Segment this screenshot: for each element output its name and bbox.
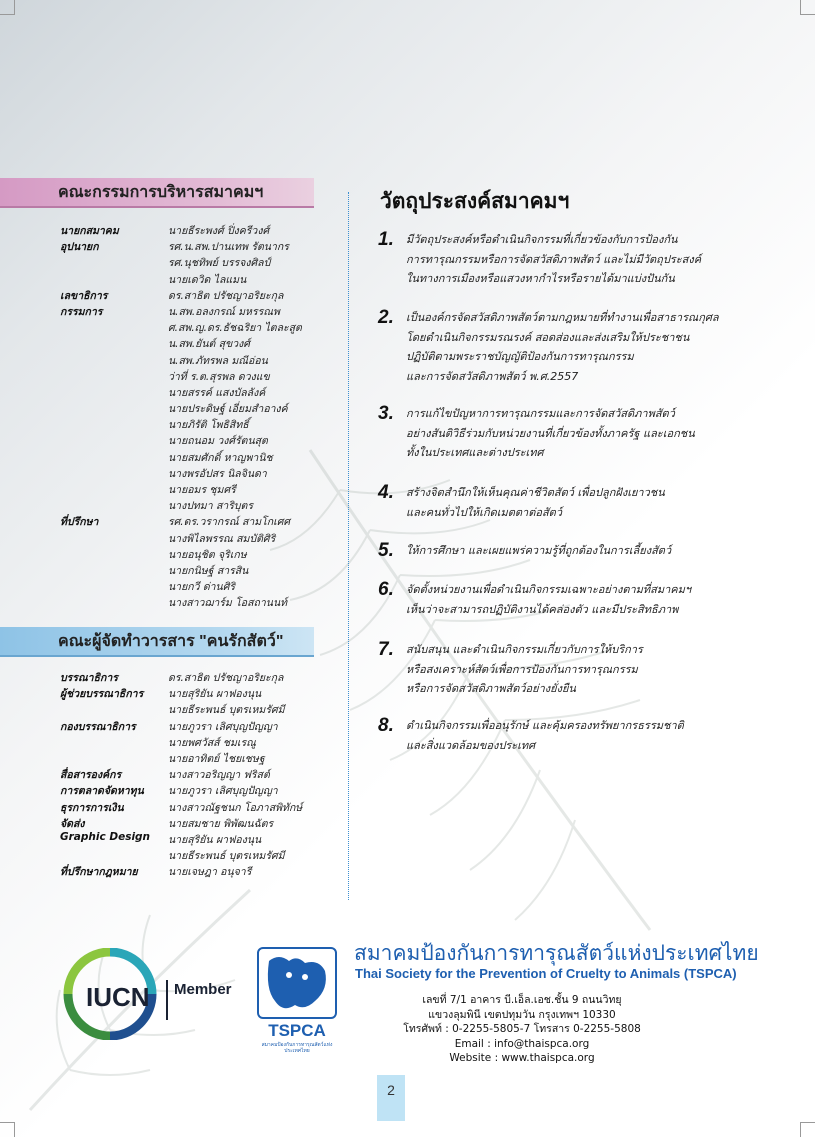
member-role <box>60 481 168 497</box>
objective-line: เห็นว่าจะสามารถปฏิบัติงานได้คล่องตัว และมีประสิทธิภาพ <box>406 602 679 616</box>
objective-number: 5. <box>378 540 394 561</box>
objective-number: 3. <box>378 403 394 424</box>
objective-number: 6. <box>378 579 394 600</box>
member-row <box>60 481 302 497</box>
objective-line: การแก้ไขปัญหาการทารุณกรรมและการจัดสวัสดิภาพสัตว์ <box>406 407 675 420</box>
member-role <box>60 497 168 513</box>
objective-line: เป็นองค์กรจัดสวัสดิภาพสัตว์ตามกฎหมายที่ทำงานเพื่อสาธารณกุศล <box>406 311 719 324</box>
member-row <box>60 718 302 734</box>
member-role: จัดส่ง <box>60 817 85 830</box>
member-name: นายธีระพนธ์ บุตรเหมรัศมี <box>168 850 285 863</box>
member-role <box>60 562 168 578</box>
member-row <box>60 734 302 750</box>
member-name: นายอมร ชุมศรี <box>168 484 236 496</box>
member-name: นายภิรัติ โพธิสิทธิ์ <box>168 419 249 432</box>
member-role <box>60 594 168 610</box>
animal-silhouette-icon <box>259 949 335 1017</box>
member-name: นางปทมา สาริบุตร <box>168 500 254 513</box>
member-row <box>60 368 302 384</box>
member-role <box>60 416 168 432</box>
objective-line: หรือการจัดสวัสดิภาพสัตว์อย่างยั่งยืน <box>406 682 576 695</box>
member-name: นายสุริยัน ผาฟองนุน <box>168 833 262 846</box>
objective-text <box>406 404 695 463</box>
objective-line: สนับสนุน และดำเนินกิจกรรมเกี่ยวกับการให้บริการ <box>406 643 643 656</box>
board-members-list <box>60 222 302 611</box>
member-role <box>60 465 168 481</box>
member-name: น.สพ.ยันต์ สุขวงศ์ <box>168 338 250 351</box>
member-row <box>60 497 302 513</box>
member-row <box>60 271 302 287</box>
member-role: นายกสมาคม <box>60 225 119 237</box>
member-row <box>60 319 302 335</box>
member-row <box>60 546 302 562</box>
member-role: ที่ปรึกษา <box>60 516 99 529</box>
member-role <box>60 400 168 416</box>
iucn-separator <box>166 980 168 1020</box>
member-name: นายพศวัสส์ ชมเรณู <box>168 736 256 749</box>
objective-number: 2. <box>378 307 394 328</box>
iucn-member-label: Member <box>174 981 232 998</box>
member-name: นายสมศักดิ์ หาญพานิช <box>168 451 273 464</box>
objective-item <box>378 716 778 755</box>
member-row <box>60 594 302 610</box>
member-name: ดร.สาธิต ปรัชญาอริยะกุล <box>168 289 284 302</box>
member-name: นางพิไลพรรณ สมบัติศิริ <box>168 532 276 545</box>
member-name: นายสรรค์ แสงบัลลังค์ <box>168 386 266 399</box>
member-role <box>60 530 168 546</box>
member-name: นายถนอม วงศ์รัตนสุต <box>168 435 268 448</box>
member-row <box>60 669 302 685</box>
member-role <box>60 254 168 270</box>
member-role: Graphic Design <box>60 830 151 843</box>
org-address <box>392 993 652 1066</box>
member-name: น.สพ.ภัทรพล มณีอ่อน <box>168 354 268 367</box>
member-row <box>60 449 302 465</box>
member-role: เลขาธิการ <box>60 289 108 302</box>
member-name: รศ.ดร.วรากรณ์ สามโกเศศ <box>168 516 291 529</box>
member-role <box>60 368 168 384</box>
member-role <box>60 578 168 594</box>
member-row <box>60 815 302 831</box>
objective-text <box>406 230 701 289</box>
member-role <box>60 546 168 562</box>
objective-line: ให้การศึกษา และเผยแพร่ความรู้ที่ถูกต้องในการเลี้ยงสัตว์ <box>406 544 672 557</box>
objective-item <box>378 308 778 386</box>
objective-line: หรือสงเคราะห์สัตว์เพื่อการป้องกันการทารุณกรรม <box>406 662 638 676</box>
member-name: นายภูวรา เลิศบุญปัญญา <box>168 785 278 798</box>
member-name: นายเจษฎา อนุจารี <box>168 866 252 879</box>
member-row <box>60 287 302 303</box>
member-name: นายกนิษฐ์ สารสิน <box>168 564 249 577</box>
objective-line: ในทางการเมืองหรือแสวงหากำไรหรือรายได้มาแบ่งปันกัน <box>406 272 675 285</box>
member-name: ดร.สาธิต ปรัชญาอริยะกุล <box>168 672 284 684</box>
member-role <box>60 384 168 400</box>
objective-text <box>406 541 671 561</box>
objective-text <box>406 640 643 699</box>
member-row <box>60 400 302 416</box>
objective-item <box>378 230 778 289</box>
objective-text <box>406 308 719 386</box>
objective-item <box>378 580 778 619</box>
member-row <box>60 847 302 863</box>
objective-line: การทารุณกรรมหรือการจัดสวัสดิภาพสัตว์ และไม่มีวัตถุประสงค์ <box>406 252 702 266</box>
member-row <box>60 303 302 319</box>
member-role <box>60 449 168 465</box>
member-name: นายธีระพงศ์ ปิ่งครีวงศ์ <box>168 225 270 237</box>
org-name-thai: สมาคมป้องกันการทารุณสัตว์แห่งประเทศไทย <box>354 941 759 965</box>
objective-text <box>406 716 684 755</box>
member-row <box>60 238 302 254</box>
member-name: ศ.สพ.ญ.ดร.ธัชฉริยา ไตละสูต <box>168 322 302 335</box>
objective-line: และคนทั่วไปให้เกิดเมตตาต่อสัตว์ <box>406 505 563 519</box>
objective-line: อย่างสันติวิธีร่วมกับหน่วยงานที่เกี่ยวข้องทั้งภาครัฐ และเอกชน <box>406 426 695 440</box>
member-name: นายประดิษฐ์ เอี่ยมสำอางค์ <box>168 403 288 416</box>
objective-number: 1. <box>378 229 394 250</box>
member-role <box>60 750 168 766</box>
objective-item <box>378 640 778 699</box>
member-row <box>60 831 302 847</box>
objective-number: 4. <box>378 482 394 503</box>
crop-mark-top-right <box>800 0 815 15</box>
member-row <box>60 863 302 879</box>
objective-number: 8. <box>378 715 394 736</box>
objective-number: 7. <box>378 639 394 660</box>
member-row <box>60 766 302 782</box>
member-name: นางสาวฌาร์ม โอสถานนท์ <box>168 597 288 610</box>
member-row <box>60 352 302 368</box>
member-name: นางพรอัปสร นิลจินดา <box>168 467 267 480</box>
member-name: นางสาวอริญญา ฟริสต์ <box>168 769 270 782</box>
member-role <box>60 701 168 717</box>
objective-line: ทั้งในประเทศและต่างประเทศ <box>406 446 544 459</box>
address-line: แขวงลุมพินี เขตปทุมวัน กรุงเทพฯ 10330 <box>428 1008 616 1021</box>
member-name: นางสาวณัฐชนก โอภาสพิทักษ์ <box>168 801 303 814</box>
page-number: 2 <box>377 1075 405 1121</box>
member-name: รศ.นุชทิพย์ บรรจงศิลป์ <box>168 257 271 270</box>
member-name: นายสุริยัน ผาฟองนุน <box>168 688 262 701</box>
org-name-english: Thai Society for the Prevention of Cruelty to Animals (TSPCA) <box>355 966 737 981</box>
email-line[interactable]: Email : info@thaispca.org <box>454 1037 590 1050</box>
editorial-members-list <box>60 669 302 879</box>
member-name: น.สพ.อลงกรณ์ มหรรณพ <box>168 305 280 318</box>
address-line: เลขที่ 7/1 อาคาร บี.เอ็ล.เอช.ชั้น 9 ถนนวิทยุ <box>422 994 622 1006</box>
member-row <box>60 782 302 798</box>
objective-line: จัดตั้งหน่วยงานเพื่อดำเนินกิจกรรมเฉพาะอย่างตามที่สมาคมฯ <box>406 583 692 596</box>
member-row <box>60 685 302 701</box>
member-role <box>60 847 168 863</box>
member-role <box>60 271 168 287</box>
member-role: บรรณาธิการ <box>60 672 118 684</box>
tspca-logo-subtext: สมาคมป้องกันการทารุณสัตว์แห่งประเทศไทย <box>261 1042 333 1054</box>
member-role: การตลาดจัดหาทุน <box>60 785 144 798</box>
member-role <box>60 352 168 368</box>
member-row <box>60 384 302 400</box>
editorial-section-header <box>0 627 314 657</box>
member-role: ที่ปรึกษากฎหมาย <box>60 866 138 879</box>
member-row <box>60 530 302 546</box>
board-section-header <box>0 178 314 208</box>
crop-mark-top-left <box>0 0 15 15</box>
website-line[interactable]: Website : www.thaispca.org <box>449 1052 595 1064</box>
objective-line: และการจัดสวัสดิภาพสัตว์ พ.ศ.2557 <box>406 369 579 383</box>
crop-mark-bottom-right <box>800 1122 815 1137</box>
member-role <box>60 734 168 750</box>
objective-line: ปฏิบัติตามพระราชบัญญัติป้องกันการทารุณกรรม <box>406 350 634 363</box>
member-role: กรรมการ <box>60 305 103 318</box>
member-role: กองบรรณาธิการ <box>60 720 136 733</box>
objective-line: และสิ่งแวดล้อมของประเทศ <box>406 738 536 752</box>
member-role: ธุรการการเงิน <box>60 801 124 814</box>
member-row <box>60 513 302 529</box>
member-name: นายสมชาย พิพัฒนฉัตร <box>168 817 274 830</box>
objective-line: สร้างจิตสำนึกให้เห็นคุณค่าชีวิตสัตว์ เพื่อปลูกฝังเยาวชน <box>406 486 665 499</box>
member-name: นายภูวรา เลิศบุญปัญญา <box>168 720 278 733</box>
member-name: นายกวี ด่านศิริ <box>168 581 236 594</box>
member-row <box>60 578 302 594</box>
member-row <box>60 562 302 578</box>
tspca-logo <box>257 947 337 1057</box>
objective-item <box>378 541 778 561</box>
member-row <box>60 432 302 448</box>
objective-line: ดำเนินกิจกรรมเพื่ออนุรักษ์ และคุ้มครองทรัพยากรธรรมชาติ <box>406 719 684 732</box>
member-row <box>60 465 302 481</box>
member-name: นายธีระพนธ์ บุตรเหมรัศมี <box>168 704 285 717</box>
member-row <box>60 416 302 432</box>
member-name: นายเดวิด ไลแมน <box>168 273 247 286</box>
objective-line: มีวัตถุประสงค์หรือดำเนินกิจกรรมที่เกี่ยวข้องกับการป้องกัน <box>406 233 678 246</box>
objectives-title: วัตถุประสงค์สมาคมฯ <box>380 190 570 213</box>
member-role: อุปนายก <box>60 241 99 254</box>
member-role <box>60 335 168 351</box>
member-name: นายอาทิตย์ ไชยเชษฐ <box>168 752 265 765</box>
member-name: ว่าที่ ร.ต.สุรพล ดวงแข <box>168 370 270 383</box>
objective-item <box>378 404 778 463</box>
member-row <box>60 750 302 766</box>
objective-line: โดยดำเนินกิจกรรมรณรงค์ สอดส่องและส่งเสริมให้ประชาชน <box>406 330 690 344</box>
member-row <box>60 701 302 717</box>
member-role: ผู้ช่วยบรรณาธิการ <box>60 688 144 701</box>
editorial-section-title: คณะผู้จัดทำวารสาร "คนรักสัตว์" <box>58 632 284 650</box>
tspca-logo-box <box>257 947 337 1019</box>
objective-text <box>406 580 691 619</box>
crop-mark-bottom-left <box>0 1122 15 1137</box>
member-name: นายอนุชิต จุริเกษ <box>168 548 247 561</box>
board-section-title: คณะกรรมการบริหารสมาคมฯ <box>58 183 264 201</box>
phone-line: โทรศัพท์ : 0-2255-5805-7 โทรสาร 0-2255-5808 <box>403 1023 641 1035</box>
member-row <box>60 335 302 351</box>
member-row <box>60 254 302 270</box>
objective-item <box>378 483 778 522</box>
column-divider <box>348 192 349 900</box>
objective-text <box>406 483 665 522</box>
member-role <box>60 319 168 335</box>
tspca-logo-word: TSPCA <box>268 1021 326 1040</box>
member-row <box>60 799 302 815</box>
member-row <box>60 222 302 238</box>
member-role: สื่อสารองค์กร <box>60 769 122 782</box>
member-role <box>60 432 168 448</box>
iucn-logo-text: IUCN <box>86 982 150 1012</box>
member-name: รศ.น.สพ.ปานเทพ รัตนากร <box>168 241 289 254</box>
